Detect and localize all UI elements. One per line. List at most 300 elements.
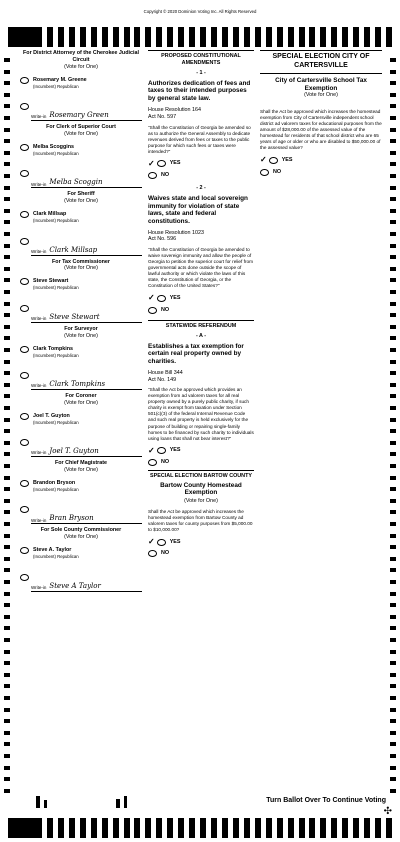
timing-mark (200, 27, 206, 47)
side-timing-mark (4, 139, 10, 143)
side-timing-mark (4, 174, 10, 178)
vote-oval[interactable] (20, 413, 29, 420)
side-timing-mark (4, 719, 10, 723)
question-ref: House Bill 344 (148, 369, 183, 376)
side-timing-mark (4, 684, 10, 688)
check-mark-icon: ✓ (148, 537, 155, 547)
side-timing-mark (4, 371, 10, 375)
timing-mark (113, 818, 119, 838)
side-timing-mark (4, 708, 10, 712)
side-timing-mark (4, 406, 10, 410)
vote-oval[interactable] (20, 305, 29, 312)
side-timing-mark (390, 650, 396, 654)
side-timing-mark (390, 139, 396, 143)
candidate-party: (Incumbent) Republican (33, 83, 79, 89)
question-number: - 2 - (196, 184, 206, 191)
timing-mark (58, 818, 64, 838)
side-timing-mark (4, 429, 10, 433)
timing-mark (145, 27, 151, 47)
side-timing-mark (4, 696, 10, 700)
side-timing-mark (4, 325, 10, 329)
crosshair-icon: ✣ (383, 806, 392, 817)
timing-mark (342, 27, 348, 47)
vote-for-label: (Vote for One) (64, 198, 98, 205)
timing-mark (178, 818, 184, 838)
vote-for-label: (Vote for One) (64, 534, 98, 541)
timing-mark (189, 27, 195, 47)
question-act: Act No. 149 (148, 376, 177, 383)
timing-mark (178, 27, 184, 47)
timing-mark (80, 27, 86, 47)
side-timing-mark (390, 151, 396, 155)
timing-mark (299, 818, 305, 838)
timing-mark (189, 818, 195, 838)
side-timing-mark (390, 116, 396, 120)
side-timing-mark (390, 522, 396, 526)
timing-mark (266, 818, 272, 838)
side-timing-mark (390, 568, 396, 572)
timing-mark (134, 818, 140, 838)
side-timing-mark (4, 789, 10, 793)
contest-title: For Tax Commissioner (51, 258, 110, 265)
check-mark-icon: ✓ (148, 445, 155, 455)
handwritten-name: Steve A Taylor (49, 581, 101, 590)
writein-option[interactable] (20, 170, 142, 177)
candidate-name: Joel T. Guyton (33, 412, 70, 419)
yes-option[interactable]: ✓ YES (148, 293, 181, 303)
scan-mark (124, 796, 127, 808)
side-timing-mark (4, 255, 10, 259)
side-timing-mark (4, 383, 10, 387)
timing-mark (167, 818, 173, 838)
timing-mark (102, 27, 108, 47)
timing-mark (91, 818, 97, 838)
side-timing-mark (4, 58, 10, 62)
timing-mark (353, 818, 359, 838)
side-timing-mark (4, 592, 10, 596)
side-timing-mark (390, 766, 396, 770)
writein-option[interactable] (20, 506, 142, 513)
side-timing-mark (390, 742, 396, 746)
vote-oval[interactable] (20, 144, 29, 151)
handwritten-name: Rosemary Green (49, 111, 109, 120)
side-timing-mark (390, 464, 396, 468)
timing-mark (364, 818, 370, 838)
scan-mark (36, 796, 40, 808)
no-option[interactable]: NO (148, 550, 254, 557)
side-timing-mark (4, 638, 10, 642)
timing-mark (47, 27, 53, 47)
side-timing-mark (390, 731, 396, 735)
side-timing-mark (390, 557, 396, 561)
writein-line[interactable]: Write-in Clark Millsap (31, 245, 142, 256)
writein-line[interactable]: Write-in Clark Tompkins (31, 379, 142, 390)
timing-mark (222, 818, 228, 838)
vote-oval[interactable] (20, 278, 29, 285)
contest-title: For District Attorney of the Cherokee Judicial Circuit (22, 50, 140, 63)
side-timing-mark (390, 93, 396, 97)
side-timing-mark (390, 104, 396, 108)
side-timing-mark (390, 348, 396, 352)
office-contest (20, 50, 142, 121)
side-timing-mark (390, 487, 396, 491)
timing-mark (58, 27, 64, 47)
side-timing-mark (4, 394, 10, 398)
side-timing-mark (4, 104, 10, 108)
candidate-party: (Incumbent) Republican (33, 285, 79, 291)
question-title: Authorizes dedication of fees and taxes to their intended purposes by general state law. (148, 79, 251, 103)
timing-mark (277, 818, 283, 838)
side-timing-mark (390, 186, 396, 190)
column-offices (20, 50, 142, 592)
check-mark-icon: ✓ (260, 155, 267, 165)
timing-mark (102, 818, 108, 838)
vote-oval[interactable] (20, 547, 29, 554)
vote-oval[interactable] (260, 169, 269, 176)
side-timing-mark (390, 684, 396, 688)
no-option[interactable]: NO (148, 307, 254, 314)
candidate-option[interactable] (20, 144, 142, 156)
side-timing-mark (390, 58, 396, 62)
vote-oval[interactable] (20, 506, 29, 513)
contest-title: For Sole County Commissioner (40, 527, 122, 534)
side-timing-mark (390, 429, 396, 433)
side-timing-mark (390, 789, 396, 793)
vote-oval[interactable] (157, 160, 166, 167)
side-timing-mark (390, 406, 396, 410)
side-timing-mark (4, 499, 10, 503)
side-timing-mark (4, 116, 10, 120)
timing-mark (145, 818, 151, 838)
side-timing-mark (390, 754, 396, 758)
side-timing-mark (4, 534, 10, 538)
side-timing-mark (390, 209, 396, 213)
question-title: Waives state and local sovereign immunity for violation of state laws, state and federal constitutions. (148, 194, 248, 225)
turn-ballot-notice: Turn Ballot Over To Continue Voting (266, 797, 386, 804)
writein-option[interactable] (20, 305, 142, 312)
side-timing-mark (390, 197, 396, 201)
timing-mark (124, 818, 130, 838)
side-timing-mark (4, 220, 10, 224)
side-timing-mark (4, 232, 10, 236)
yes-option[interactable]: ✓ YES (148, 445, 181, 455)
side-timing-mark (4, 650, 10, 654)
vote-oval[interactable] (148, 550, 157, 557)
side-timing-mark (390, 441, 396, 445)
side-timing-mark (390, 418, 396, 422)
side-timing-mark (4, 267, 10, 271)
side-timing-mark (390, 499, 396, 503)
vote-for-label: (Vote for One) (304, 92, 338, 99)
timing-mark (124, 27, 130, 47)
vote-oval[interactable] (157, 539, 166, 546)
side-timing-mark (4, 487, 10, 491)
office-contest (20, 326, 142, 390)
timing-mark (244, 27, 250, 47)
side-timing-mark (4, 766, 10, 770)
question-act: Act No. 597 (148, 113, 177, 120)
yes-option[interactable]: ✓ YES (260, 155, 293, 165)
question-text: Shall the Act be approved which increases the homestead exemption from Bartow County ad valorem taxes for county purposes from $5,000.00 to $10,000.00? (148, 508, 253, 533)
candidate-party: (Incumbent) Republican (33, 554, 79, 560)
vote-oval[interactable] (20, 77, 29, 84)
timing-mark (386, 818, 392, 838)
side-timing-mark (390, 719, 396, 723)
office-contest (20, 460, 142, 524)
side-timing-mark (4, 336, 10, 340)
timing-mark (244, 818, 250, 838)
office-contest (20, 527, 142, 591)
scan-mark (44, 800, 47, 808)
side-timing-mark (390, 232, 396, 236)
side-timing-mark (390, 638, 396, 642)
side-timing-mark (4, 464, 10, 468)
side-timing-mark (4, 603, 10, 607)
side-timing-mark (390, 81, 396, 85)
side-timing-mark (4, 626, 10, 630)
contest-title: For Chief Magistrate (54, 460, 108, 467)
timing-mark (375, 27, 381, 47)
side-timing-mark (390, 336, 396, 340)
yes-option[interactable]: ✓ YES (148, 158, 181, 168)
side-timing-mark (390, 128, 396, 132)
column-cartersville (260, 50, 382, 179)
side-timing-mark (390, 603, 396, 607)
candidate-name: Steve A. Taylor (33, 547, 72, 554)
side-timing-mark (4, 742, 10, 746)
side-timing-mark (390, 302, 396, 306)
candidate-party: (Incumbent) Republican (33, 150, 79, 156)
timing-mark (342, 818, 348, 838)
side-timing-mark (390, 162, 396, 166)
vote-oval[interactable] (20, 372, 29, 379)
side-timing-mark (390, 394, 396, 398)
contest-title: For Coroner (65, 393, 97, 399)
cartersville-header: SPECIAL ELECTION CITY OF CARTERSVILLE (272, 53, 370, 69)
writein-option[interactable] (20, 574, 142, 581)
office-contest (20, 124, 142, 188)
contest-title: For Clerk of Superior Court (46, 124, 116, 131)
writein-line[interactable]: Write-in Steve Stewart (31, 312, 142, 323)
vote-oval[interactable] (20, 480, 29, 487)
special-election-header: SPECIAL ELECTION BARTOW COUNTY (150, 472, 252, 479)
writein-option[interactable] (20, 439, 142, 446)
side-timing-mark (4, 209, 10, 213)
candidate-option[interactable] (20, 413, 142, 425)
candidate-option[interactable] (20, 547, 142, 559)
timing-mark (69, 818, 75, 838)
handwritten-name: Bran Bryson (49, 514, 94, 523)
timing-mark (277, 27, 283, 47)
side-timing-mark (4, 360, 10, 364)
side-timing-mark (4, 278, 10, 282)
no-option[interactable]: NO (148, 459, 254, 466)
vote-oval[interactable] (148, 307, 157, 314)
check-mark-icon: ✓ (148, 293, 155, 303)
handwritten-name: Joel T. Guyton (49, 447, 99, 456)
vote-oval[interactable] (157, 295, 166, 302)
timing-mark (8, 27, 42, 47)
vote-oval[interactable] (20, 211, 29, 218)
column-amendments (148, 50, 254, 560)
timing-mark (211, 818, 217, 838)
vote-oval[interactable] (20, 103, 29, 110)
vote-oval[interactable] (20, 439, 29, 446)
side-timing-mark (390, 696, 396, 700)
vote-oval[interactable] (148, 459, 157, 466)
timing-mark (233, 27, 239, 47)
side-timing-mark (4, 93, 10, 97)
vote-oval[interactable] (157, 447, 166, 454)
timing-mark (266, 27, 272, 47)
timing-mark (222, 27, 228, 47)
vote-oval[interactable] (20, 170, 29, 177)
side-timing-mark (390, 290, 396, 294)
handwritten-name: Clark Millsap (49, 245, 98, 254)
side-timing-mark (390, 708, 396, 712)
timing-mark (299, 27, 305, 47)
contest-title: For Surveyor (64, 325, 98, 332)
side-timing-mark (390, 534, 396, 538)
side-timing-mark (4, 661, 10, 665)
handwritten-name: Clark Tompkins (49, 380, 106, 389)
candidate-option[interactable] (20, 211, 142, 223)
timing-mark (47, 818, 53, 838)
vote-oval[interactable] (269, 157, 278, 164)
side-timing-mark (390, 70, 396, 74)
vote-for-label: (Vote for One) (64, 332, 98, 339)
candidate-name: Melba Scoggins (33, 143, 75, 150)
side-timing-mark (390, 360, 396, 364)
timing-mark (320, 27, 326, 47)
candidate-name: Clark Tompkins (33, 345, 74, 352)
vote-for-label: (Vote for One) (64, 265, 98, 272)
scan-mark (116, 799, 120, 808)
timing-mark (288, 818, 294, 838)
side-timing-mark (4, 348, 10, 352)
side-timing-mark (390, 313, 396, 317)
vote-oval[interactable] (20, 238, 29, 245)
side-timing-mark (390, 777, 396, 781)
copyright-notice: Copyright © 2020 Dominion Voting Inc. All Rights Reserved (143, 9, 257, 14)
yes-option[interactable]: ✓ YES (148, 537, 181, 547)
writein-option[interactable] (20, 238, 142, 245)
timing-mark (353, 27, 359, 47)
writein-line[interactable]: Write-in Joel T. Guyton (31, 446, 142, 457)
side-timing-mark (4, 673, 10, 677)
candidate-name: Brandon Bryson (33, 480, 76, 487)
timing-mark (331, 27, 337, 47)
side-timing-mark (4, 81, 10, 85)
side-timing-mark (390, 510, 396, 514)
side-timing-mark (390, 615, 396, 619)
timing-mark (200, 818, 206, 838)
timing-mark (156, 27, 162, 47)
side-timing-mark (4, 452, 10, 456)
side-timing-mark (390, 255, 396, 259)
check-mark-icon: ✓ (148, 158, 155, 168)
writein-line[interactable]: Write-in Steve A Taylor (31, 581, 142, 592)
no-option[interactable]: NO (260, 169, 382, 176)
side-timing-mark (4, 615, 10, 619)
timing-mark (386, 27, 392, 47)
vote-oval[interactable] (20, 574, 29, 581)
side-timing-mark (4, 441, 10, 445)
timing-mark (233, 818, 239, 838)
timing-mark (375, 818, 381, 838)
side-timing-mark (4, 580, 10, 584)
office-contest (20, 393, 142, 457)
question-ref: House Resolution 164 (148, 106, 202, 113)
writein-option[interactable] (20, 103, 142, 110)
writein-line[interactable]: Write-in Bran Bryson (31, 513, 142, 524)
side-timing-mark (4, 162, 10, 166)
writein-option[interactable] (20, 372, 142, 379)
vote-oval[interactable] (148, 172, 157, 179)
side-timing-mark (390, 371, 396, 375)
top-timing-bar (8, 27, 392, 47)
candidate-party: (Incumbent) Republican (33, 486, 79, 492)
question-act: Act No. 596 (148, 236, 177, 243)
side-timing-mark (4, 568, 10, 572)
side-timing-mark (4, 557, 10, 561)
question-ref: House Resolution 1023 (148, 229, 205, 236)
office-contest (20, 191, 142, 255)
side-timing-mark (390, 325, 396, 329)
timing-mark (255, 27, 261, 47)
side-timing-mark (4, 777, 10, 781)
vote-for-label: (Vote for One) (184, 498, 218, 505)
vote-for-label: (Vote for One) (64, 399, 98, 406)
vote-for-label: (Vote for One) (64, 467, 98, 474)
side-timing-mark (390, 661, 396, 665)
question-text: Shall the Act be approved which increases the homestead exemption from City of Cartersville independent school district ad valorem taxes for educational purposes from the amount of $28,000.00 of the assessed value of the homestead for residents of that school district who are 65 years of age or older or who are disabled to $50,000.00 of the assessed value? (260, 109, 382, 151)
candidate-option[interactable] (20, 346, 142, 358)
side-timing-mark (390, 278, 396, 282)
question-text: "Shall the Act be approved which provides an exemption from ad valorem taxes for all real property owned by a purely public charity, if such charity is exempt from taxation under Section 501(c)(3) of the federal Internal Revenue Code and such real property is held exclusively for the purpose of building or repairing single-family homes to be financed by such charity to individuals using loans that shall not bear interest?" (148, 387, 254, 441)
side-timing-mark (4, 545, 10, 549)
vote-for-label: (Vote for One) (64, 131, 98, 138)
side-timing-mark (390, 174, 396, 178)
timing-mark (320, 818, 326, 838)
side-timing-mark (390, 580, 396, 584)
no-option[interactable]: NO (148, 172, 254, 179)
side-timing-mark (390, 545, 396, 549)
side-timing-mark (4, 731, 10, 735)
candidate-party: (Incumbent) Republican (33, 419, 79, 425)
writein-line[interactable]: Write-in Rosemary Green (31, 110, 142, 121)
bottom-timing-bar (8, 818, 392, 838)
question-title: Bartow County Homestead Exemption (160, 481, 242, 497)
candidate-option[interactable] (20, 77, 142, 89)
side-timing-mark (4, 476, 10, 480)
writein-line[interactable]: Write-in Melba Scoggin (31, 177, 142, 188)
side-timing-mark (4, 128, 10, 132)
timing-mark (8, 818, 42, 838)
candidate-name: Rosemary M. Greene (33, 76, 87, 83)
side-timing-mark (4, 244, 10, 248)
side-timing-mark (390, 673, 396, 677)
candidate-option[interactable] (20, 480, 142, 492)
timing-mark (113, 27, 119, 47)
office-contest (20, 259, 142, 323)
timing-mark (167, 27, 173, 47)
side-timing-mark (4, 754, 10, 758)
side-timing-mark (390, 244, 396, 248)
referendum-header: STATEWIDE REFERENDUM (165, 322, 237, 329)
candidate-option[interactable] (20, 278, 142, 290)
vote-oval[interactable] (20, 346, 29, 353)
